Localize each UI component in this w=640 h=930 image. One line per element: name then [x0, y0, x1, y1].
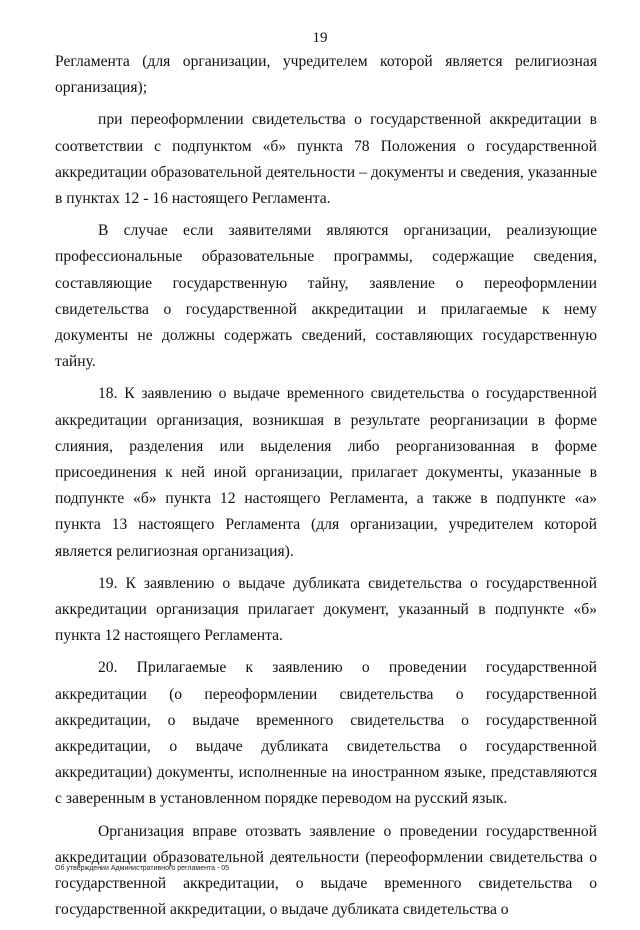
document-body — [55, 49, 597, 930]
paragraph-state-secret: В случае если заявителями являются организации, реализующие профессиональные образовательные программы, содержащие сведения, составляющие государственную тайну, заявление о переоформлении свидетельства о государственной аккредитации и прилагаемые к нему документы не должны содержать сведений, составляющих государственную тайну. — [55, 222, 597, 371]
paragraph-withdraw-application: Организация вправе отозвать заявление о проведении государственной аккредитации образовательной деятельности (переоформлении свидетельства о государственной аккредитации, о выдаче временного свидетельства о государственной аккредитации, о выдаче дубликата свидетельства о — [55, 822, 597, 919]
paragraph-item-19: 19. К заявлению о выдаче дубликата свидетельства о государственной аккредитации организация прилагает документ, указанный в подпункте «б» пункта 12 настоящего Регламента. — [55, 574, 597, 645]
paragraph-regulation-continuation: Регламента (для организации, учредителем которой является религиозная организация); — [55, 53, 597, 97]
paragraph-item-18: 18. К заявлению о выдаче временного свидетельства о государственной аккредитации организация, возникшая в результате реорганизации в форме слияния, разделения или выделения либо реорганизованная в форме присоединения к ней иной организации, прилагает документы, указанные в подпункте «б» пункта 12 настоящего Регламента, а также в подпункте «а» пункта 13 настоящего Регламента (для организации, учредителем которой является религиозная организация). — [55, 385, 597, 560]
paragraph-item-20: 20. Прилагаемые к заявлению о проведении государственной аккредитации (о переоформлении свидетельства о государственной аккредитации, о выдаче временного свидетельства о государственной аккредитации, о выдаче дубликата свидетельства о государственной аккредитации) документы, исполненные на иностранном языке, представляются с заверенным в установленном порядке переводом на русский язык. — [55, 659, 597, 808]
page-footer: Об утверждении Административного регламента - 05 — [55, 865, 230, 872]
page-number: 19 — [312, 30, 328, 46]
paragraph-reissue-certificate: при переоформлении свидетельства о государственной аккредитации в соответствии с подпунктом «б» пункта 78 Положения о государственной аккредитации образовательной деятельности – документы и сведения, указанные в пунктах 12 - 16 настоящего Регламента. — [55, 111, 597, 208]
